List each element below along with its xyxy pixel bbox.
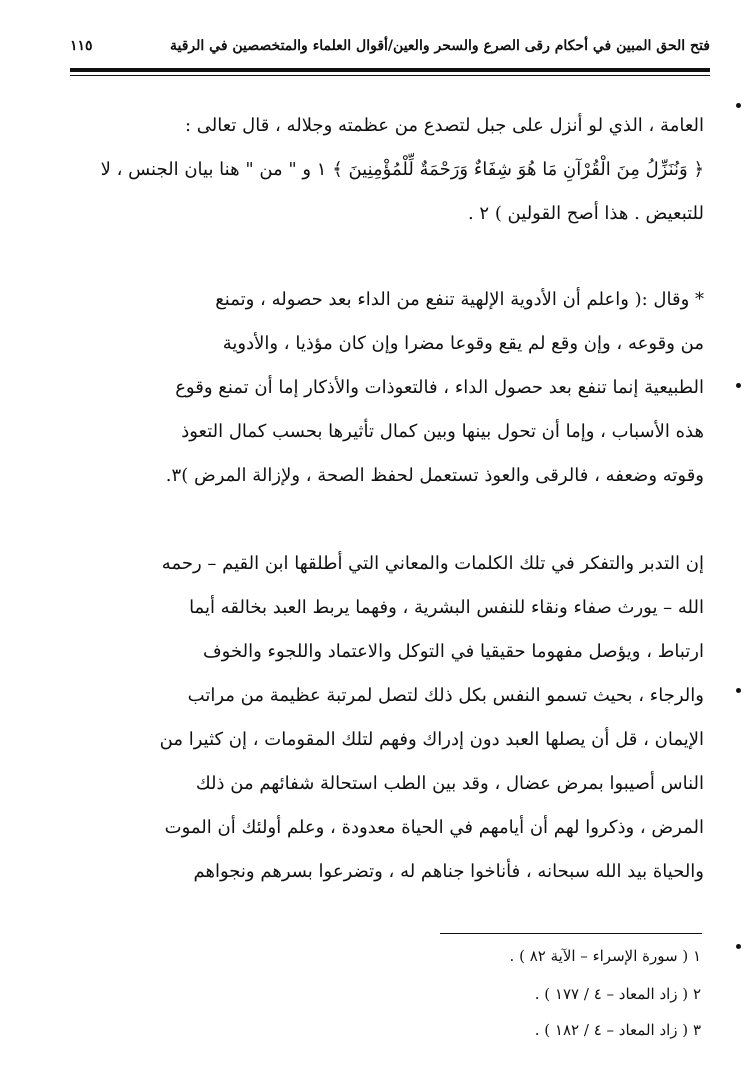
header-rule-thick [70,68,710,72]
quran-verse-line: ﴿ وَنُنَزِّلُ مِنَ الْقُرْآنِ مَا هُوَ شِفَاءٌ وَرَحْمَةٌ لِّلْمُؤْمِنِينَ ﴾ ١ و " من " هنا بيان الجنس ، لا [100,159,704,180]
footnote-3: ٣ ( زاد المعاد – ٤ / ١٨٢ ) . [534,1021,701,1039]
header-rule-thin [70,75,710,76]
text-line: والحياة بيد الله سبحانه ، فأناخوا جناهم له ، وتضرعوا بسرهم ونجواهم [193,861,704,882]
paragraph-3 [72,542,704,894]
footnote-1: ١ ( سورة الإسراء – الآية ٨٢ ) . [509,947,701,965]
text-line: الطبيعية إنما تنفع بعد حصول الداء ، فالتعوذات والأذكار إما أن تمنع وقوع [175,377,704,398]
footnote-2: ٢ ( زاد المعاد – ٤ / ١٧٧ ) . [534,985,701,1003]
text-line: الإيمان ، قل أن يصلها العبد دون إدراك وفهم لتلك المقومات ، إن كثيرا من [159,729,704,750]
text-line: للتبعيض . هذا أصح القولين ) ٢ . [467,203,704,224]
footnote-separator [440,933,702,934]
margin-dot [736,383,741,388]
page-number: ١١٥ [70,38,93,54]
text-line: وقوته وضعفه ، فالرقى والعوذ تستعمل لحفظ الصحة ، ولإزالة المرض )٣. [165,465,704,486]
text-line: إن التدبر والتفكر في تلك الكلمات والمعاني التي أطلقها ابن القيم – رحمه [161,553,704,574]
paragraph-2 [72,278,704,498]
margin-dot [736,944,741,949]
text-line: هذه الأسباب ، وإما أن تحول بينها وبين كمال تأثيرها بحسب كمال التعوذ [181,421,704,442]
margin-dot [736,688,741,693]
text-line: الله – يورث صفاء ونقاء للنفس البشرية ، وفهما يربط العبد بخالقه أيما [189,597,704,618]
text-line: من وقوعه ، وإن وقع لم يقع وقوعا مضرا وإن كان مؤذيا ، والأدوية [222,333,704,354]
text-line: العامة ، الذي لو أنزل على جبل لتصدع من عظمته وجلاله ، قال تعالى : [184,115,704,136]
text-line: والرجاء ، بحيث تسمو النفس بكل ذلك لتصل لمرتبة عظيمة من مراتب [187,685,704,706]
header-title: فتح الحق المبين في أحكام رقى الصرع والسحر والعين/أقوال العلماء والمتخصصين في الرقية [169,38,710,54]
text-line: * وقال :( واعلم أن الأدوية الإلهية تنفع من الداء بعد حصوله ، وتمنع [215,289,704,310]
text-line: الناس أصيبوا بمرض عضال ، وقد بين الطب استحالة شفائهم من ذلك [195,773,704,794]
margin-dot [736,103,741,108]
text-line: ارتباط ، ويؤصل مفهوما حقيقيا في التوكل والاعتماد واللجوء والخوف [203,641,704,662]
paragraph-1 [72,104,704,236]
text-line: المرض ، وذكروا لهم أن أيامهم في الحياة معدودة ، وعلم أولئك أن الموت [164,817,704,838]
page-header [70,28,710,68]
